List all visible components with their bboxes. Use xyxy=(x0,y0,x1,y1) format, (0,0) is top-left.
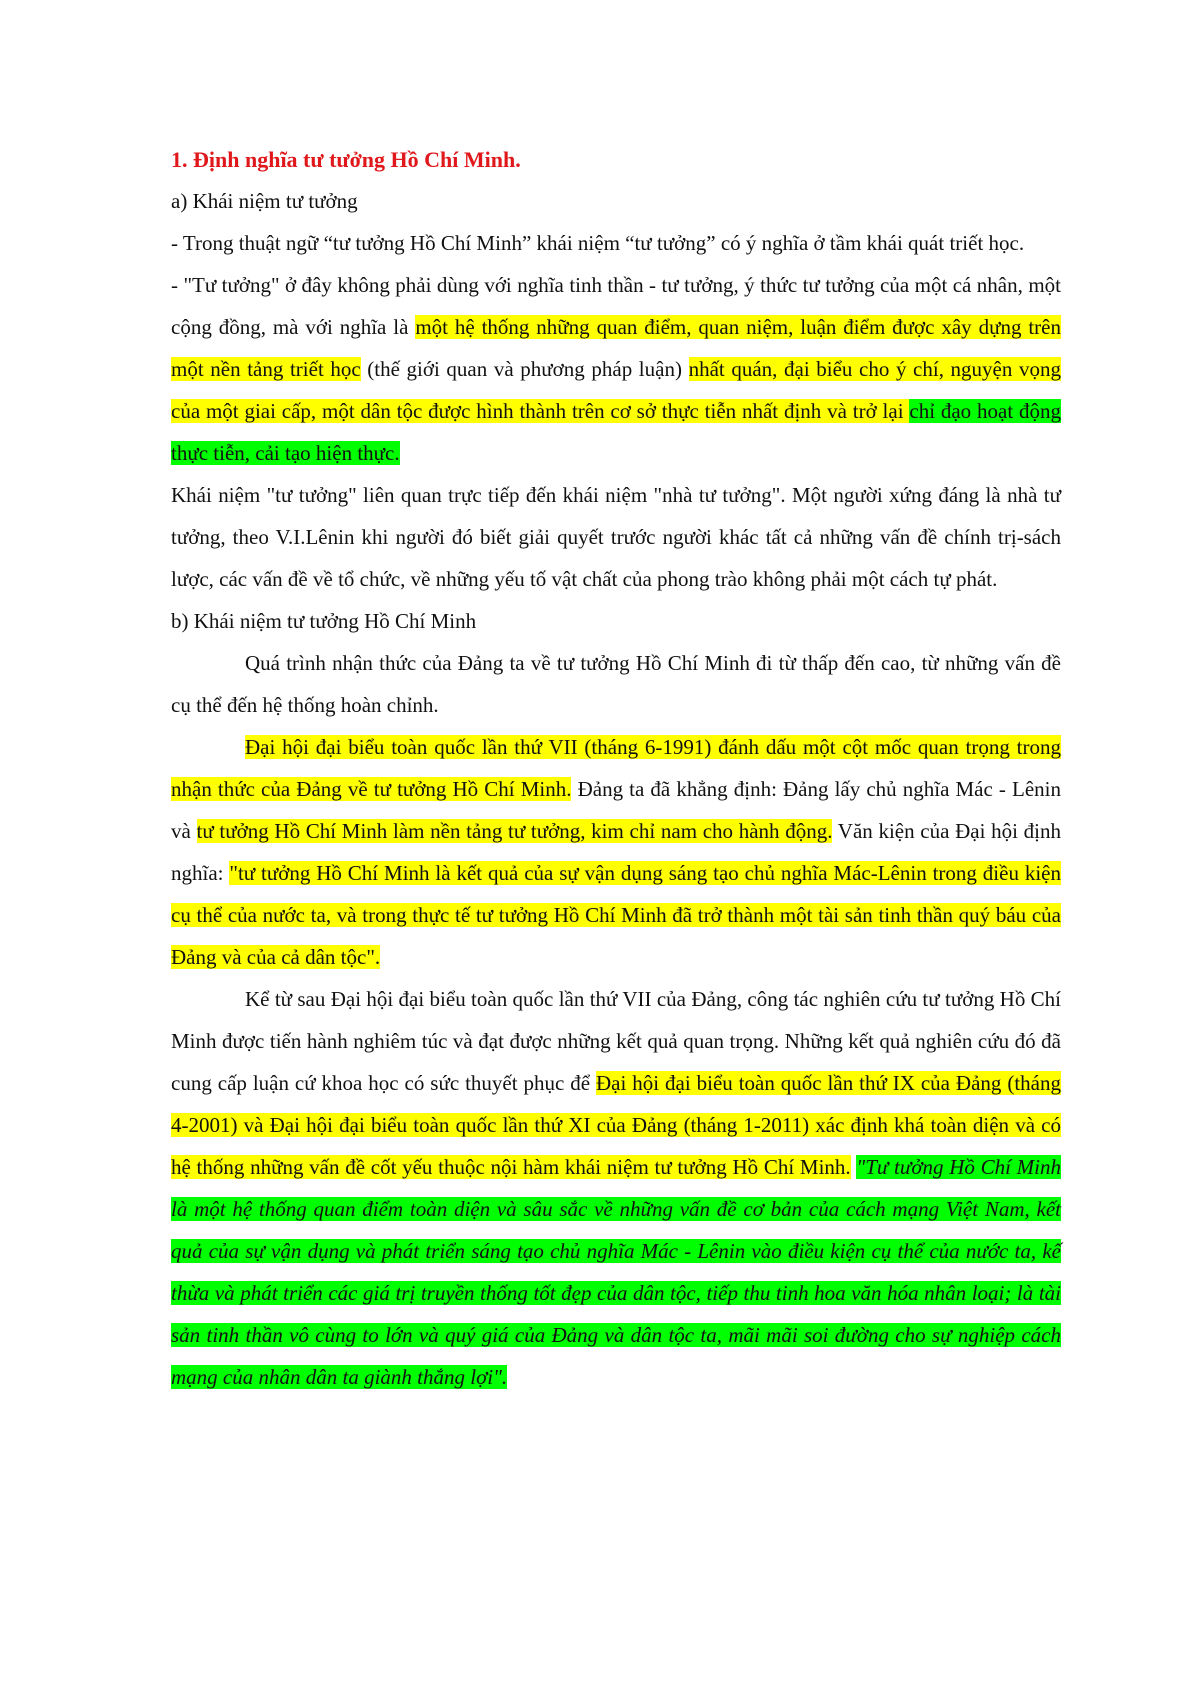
section-b-title: b) Khái niệm tư tưởng Hồ Chí Minh xyxy=(171,609,477,633)
yellow-highlight: một hệ thống những quan điểm, quan niệm, luận điểm được xây dựng trên một nền tảng triết học xyxy=(171,315,1061,381)
yellow-highlight: tư tưởng Hồ Chí Minh làm nền tảng tư tưởng, kim chỉ nam cho hành động. xyxy=(196,819,833,843)
text-run: Văn kiện của Đại hội định nghĩa: xyxy=(171,819,1061,885)
section-a-paragraph-1: - Trong thuật ngữ “tư tưởng Hồ Chí Minh” khái niệm “tư tưởng” có ý nghĩa ở tầm khái quát triết học. xyxy=(171,231,1025,255)
green-highlight: chỉ đạo hoạt động thực tiễn, cải tạo hiện thực. xyxy=(171,399,1061,465)
yellow-highlight: Đại hội đại biểu toàn quốc lần thứ IX của Đảng (tháng 4-2001) và Đại hội đại biểu toàn quốc lần thứ XI của Đảng (tháng 1-2011) xác định khá toàn diện và có hệ thống những vấn đề cốt yếu thuộc nội hàm khái niệm tư tưởng Hồ Chí Minh. xyxy=(171,1071,1061,1179)
section-a-title: a) Khái niệm tư tưởng xyxy=(171,189,358,213)
yellow-highlight: "tư tưởng Hồ Chí Minh là kết quả của sự vận dụng sáng tạo chủ nghĩa Mác-Lênin trong điều kiện cụ thể của nước ta, và trong thực tế tư tưởng Hồ Chí Minh đã trở thành một tài sản tinh thần quý báu của Đảng và của cả dân tộc". xyxy=(171,861,1061,969)
green-highlight-quote: "Tư tưởng Hồ Chí Minh là một hệ thống quan điểm toàn diện và sâu sắc về những vấn đề cơ bản của cách mạng Việt Nam, kết quả của sự vận dụng và phát triển sáng tạo chủ nghĩa Mác - Lênin vào điều kiện cụ thể của nước ta, kế thừa và phát triển các giá trị truyền thống tốt đẹp của dân tộc, tiếp thu tinh hoa văn hóa nhân loại; là tài sản tinh thần vô cùng to lớn và quý giá của Đảng và dân tộc ta, mãi mãi soi đường cho sự nghiệp cách mạng của nhân dân ta giành thắng lợi". xyxy=(171,1155,1062,1389)
text-run: (thế giới quan và phương pháp luận) xyxy=(360,357,689,381)
yellow-highlight: Đại hội đại biểu toàn quốc lần thứ VII (tháng 6-1991) đánh dấu một cột mốc quan trọng trong nhận thức của Đảng về tư tưởng Hồ Chí Minh. xyxy=(171,735,1061,801)
section-b-paragraph-3 xyxy=(171,978,1061,1398)
section-b-paragraph-2 xyxy=(171,726,1061,978)
document-page xyxy=(171,140,1061,1398)
document-heading: 1. Định nghĩa tư tưởng Hồ Chí Minh. xyxy=(171,147,521,172)
text-run: Kể từ sau Đại hội đại biểu toàn quốc lần thứ VII của Đảng, công tác nghiên cứu tư tưởng Hồ Chí Minh được tiến hành nghiêm túc và đạt được những kết quả quan trọng. Những kết quả nghiên cứu đó đã cung cấp luận cứ khoa học có sức thuyết phục để xyxy=(171,987,1061,1095)
text-run: - "Tư tưởng" ở đây không phải dùng với nghĩa tinh thần - tư tưởng, ý thức tư tưởng của một cá nhân, một cộng đồng, mà với nghĩa là xyxy=(171,273,1061,339)
section-a-paragraph-2 xyxy=(171,264,1061,474)
section-b-paragraph-1: Quá trình nhận thức của Đảng ta về tư tưởng Hồ Chí Minh đi từ thấp đến cao, từ những vấn đề cụ thể đến hệ thống hoàn chỉnh. xyxy=(171,651,1061,717)
section-a-paragraph-3: Khái niệm "tư tưởng" liên quan trực tiếp đến khái niệm "nhà tư tưởng". Một người xứng đáng là nhà tư tưởng, theo V.I.Lênin khi người đó biết giải quyết trước người khác tất cả những vấn đề chính trị-sách lược, các vấn đề về tổ chức, về những yếu tố vật chất của phong trào không phải một cách tự phát. xyxy=(171,483,1061,591)
yellow-highlight: nhất quán, đại biểu cho ý chí, nguyện vọng của một giai cấp, một dân tộc được hình thành trên cơ sở thực tiễn nhất định và trở lại xyxy=(171,357,1061,423)
text-run: Đảng ta đã khẳng định: Đảng lấy chủ nghĩa Mác - Lênin và xyxy=(171,777,1061,843)
